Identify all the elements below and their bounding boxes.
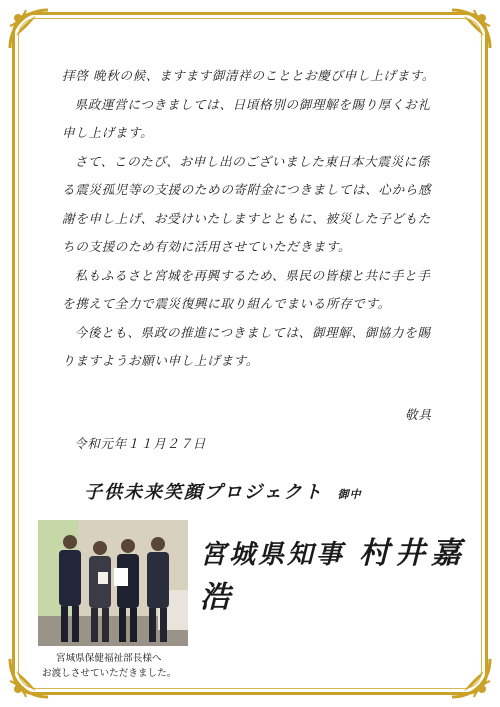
letter-paragraph: 今後とも、県政の推進につきましては、御理解、御協力を賜りますようお願い申し上げます。 <box>62 324 431 368</box>
addressee-name: 子供未来笑顔プロジェクト <box>84 482 324 503</box>
letter-paragraph-greeting: 拝啓 晩秋の候、ますます御清祥のこととお慶び申し上げます。 <box>62 68 436 83</box>
handover-photo <box>38 520 188 646</box>
photo-caption-line: お渡しさせていただきました。 <box>42 668 177 679</box>
corner-ornament-icon <box>448 655 494 701</box>
sender-name: 村井嘉浩 <box>200 536 468 615</box>
letter-paragraph: 県政運営につきましては、日頃格別の御理解を賜り厚くお礼申し上げます。 <box>62 96 431 140</box>
corner-ornament-icon <box>448 6 494 52</box>
photo-caption <box>42 651 176 681</box>
sender-signature <box>200 528 500 616</box>
sender-title: 宮城県知事 <box>200 540 346 570</box>
addressee-honorific: 御中 <box>337 488 362 501</box>
letter-paragraph: 私もふるさと宮城を再興するため、県民の皆様と共に手と手を携えて全力で震災復興に取り組んでまいる所存です。 <box>62 267 431 311</box>
letter-date: 令和元年１１月２７日 <box>74 436 206 451</box>
letter-paragraph: さて、このたび、お申し出のございました東日本大震災に係る震災孤児等の支援のための寄附金につきましては、心から感謝を申し上げ、お受けいたしますとともに、被災した子どもたちの支援のため有効に活用させていただきます。 <box>62 153 432 254</box>
corner-ornament-icon <box>6 6 52 52</box>
photo-caption-line: 宮城県保健福祉部長様へ <box>56 653 162 664</box>
closing-keigu: 敬具 <box>404 407 432 422</box>
addressee <box>84 478 362 504</box>
letter-body <box>62 62 442 376</box>
